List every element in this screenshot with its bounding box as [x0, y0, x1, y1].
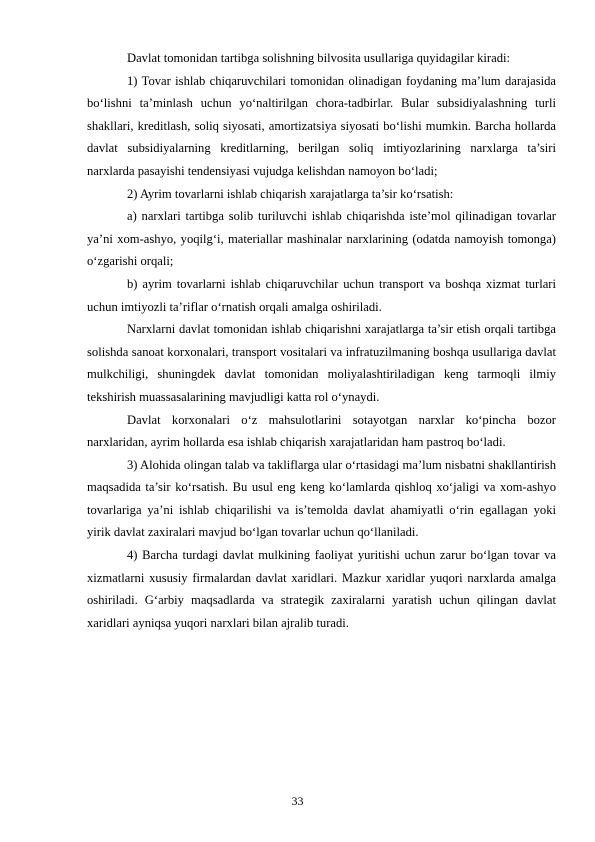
paragraph-item-2a: a) narxlari tartibga solib turiluvchi ishlab chiqarishda iste’mol qilinadigan tovarlar ya’ni xom-ashyo, yoqilg‘i, materiallar mashinalar narxlarining (odatda namoyish tomonga) o‘zgarishi orqali; [87, 209, 556, 269]
paragraph-state-enterprises: Davlat korxonalari o‘z mahsulotlarini sotayotgan narxlar ko‘pincha bozor narxlaridan, ayrim hollarda esa ishlab chiqarish xarajatlaridan ham pastroq bo‘ladi. [87, 412, 556, 450]
paragraph-item-3: 3) Alohida olingan talab va takliflarga ular o‘rtasidagi ma’lum nisbatni shakllantirish maqsadida ta’sir ko‘rsatish. Bu usul eng keng ko‘lamlarda qishloq xo‘jaligi va xom-ashyo tovarlariga ya’ni ishlab chiqarilishi va is’temolda davlat ahamiyatli o‘rin egallagan yoki yirik davlat zaxiralari mavjud bo‘lgan tovarlar uchun qo‘llaniladi. [87, 457, 556, 540]
paragraph-item-4: 4) Barcha turdagi davlat mulkining faoliyat yuritishi uchun zarur bo‘lgan tovar va xizmatlarni xususiy firmalardan davlat xaridlari. Mazkur xaridlar yuqori narxlarda amalga oshiriladi. G‘arbiy maqsadlarda va strategik zaxiralarni yaratish uchun qilingan davlat xaridlari ayniqsa yuqori narxlari bilan ajralib turadi. [87, 548, 556, 630]
document-body [87, 47, 556, 634]
paragraph-intro: Davlat tomonidan tartibga solishning bilvosita usullariga quyidagilar kiradi: [127, 51, 510, 65]
paragraph-state-property: Narxlarni davlat tomonidan ishlab chiqarishni xarajatlarga ta’sir etish orqali tartibga solishda sanoat korxonalari, transport vositalari va infratuzilmaning boshqa usullariga davlat mulkchiligi, shuningdek davlat tomonidan moliyalashtiriladigan keng tarmoqli ilmiy tekshirish muassasalarining mavjudligi katta rol o‘ynaydi. [87, 322, 556, 404]
page-number: 33 [291, 794, 304, 808]
paragraph-item-1: 1) Tovar ishlab chiqaruvchilari tomonidan olinadigan foydaning ma’lum darajasida bo‘lishni ta’minlash uchun yo‘naltirilgan chora-tadbirlar. Bular subsidiyalashning turli shakllari, kreditlash, soliq siyosati, amortizatsiya siyosati bo‘lishi mumkin. Barcha hollarda davlat subsidiyalarning kreditlarning, berilgan soliq imtiyozlarining narxlarga ta’siri narxlarda pasayishi tendensiyasi vujudga kelishdan namoyon bo‘ladi; [87, 73, 556, 178]
paragraph-item-2b: b) ayrim tovarlarni ishlab chiqaruvchilar uchun transport va boshqa xizmat turlari uchun imtiyozli ta’riflar o‘rnatish orqali amalga oshiriladi. [87, 276, 556, 314]
paragraph-item-2: 2) Ayrim tovarlarni ishlab chiqarish xarajatlarga ta’sir ko‘rsatish: [127, 186, 454, 201]
